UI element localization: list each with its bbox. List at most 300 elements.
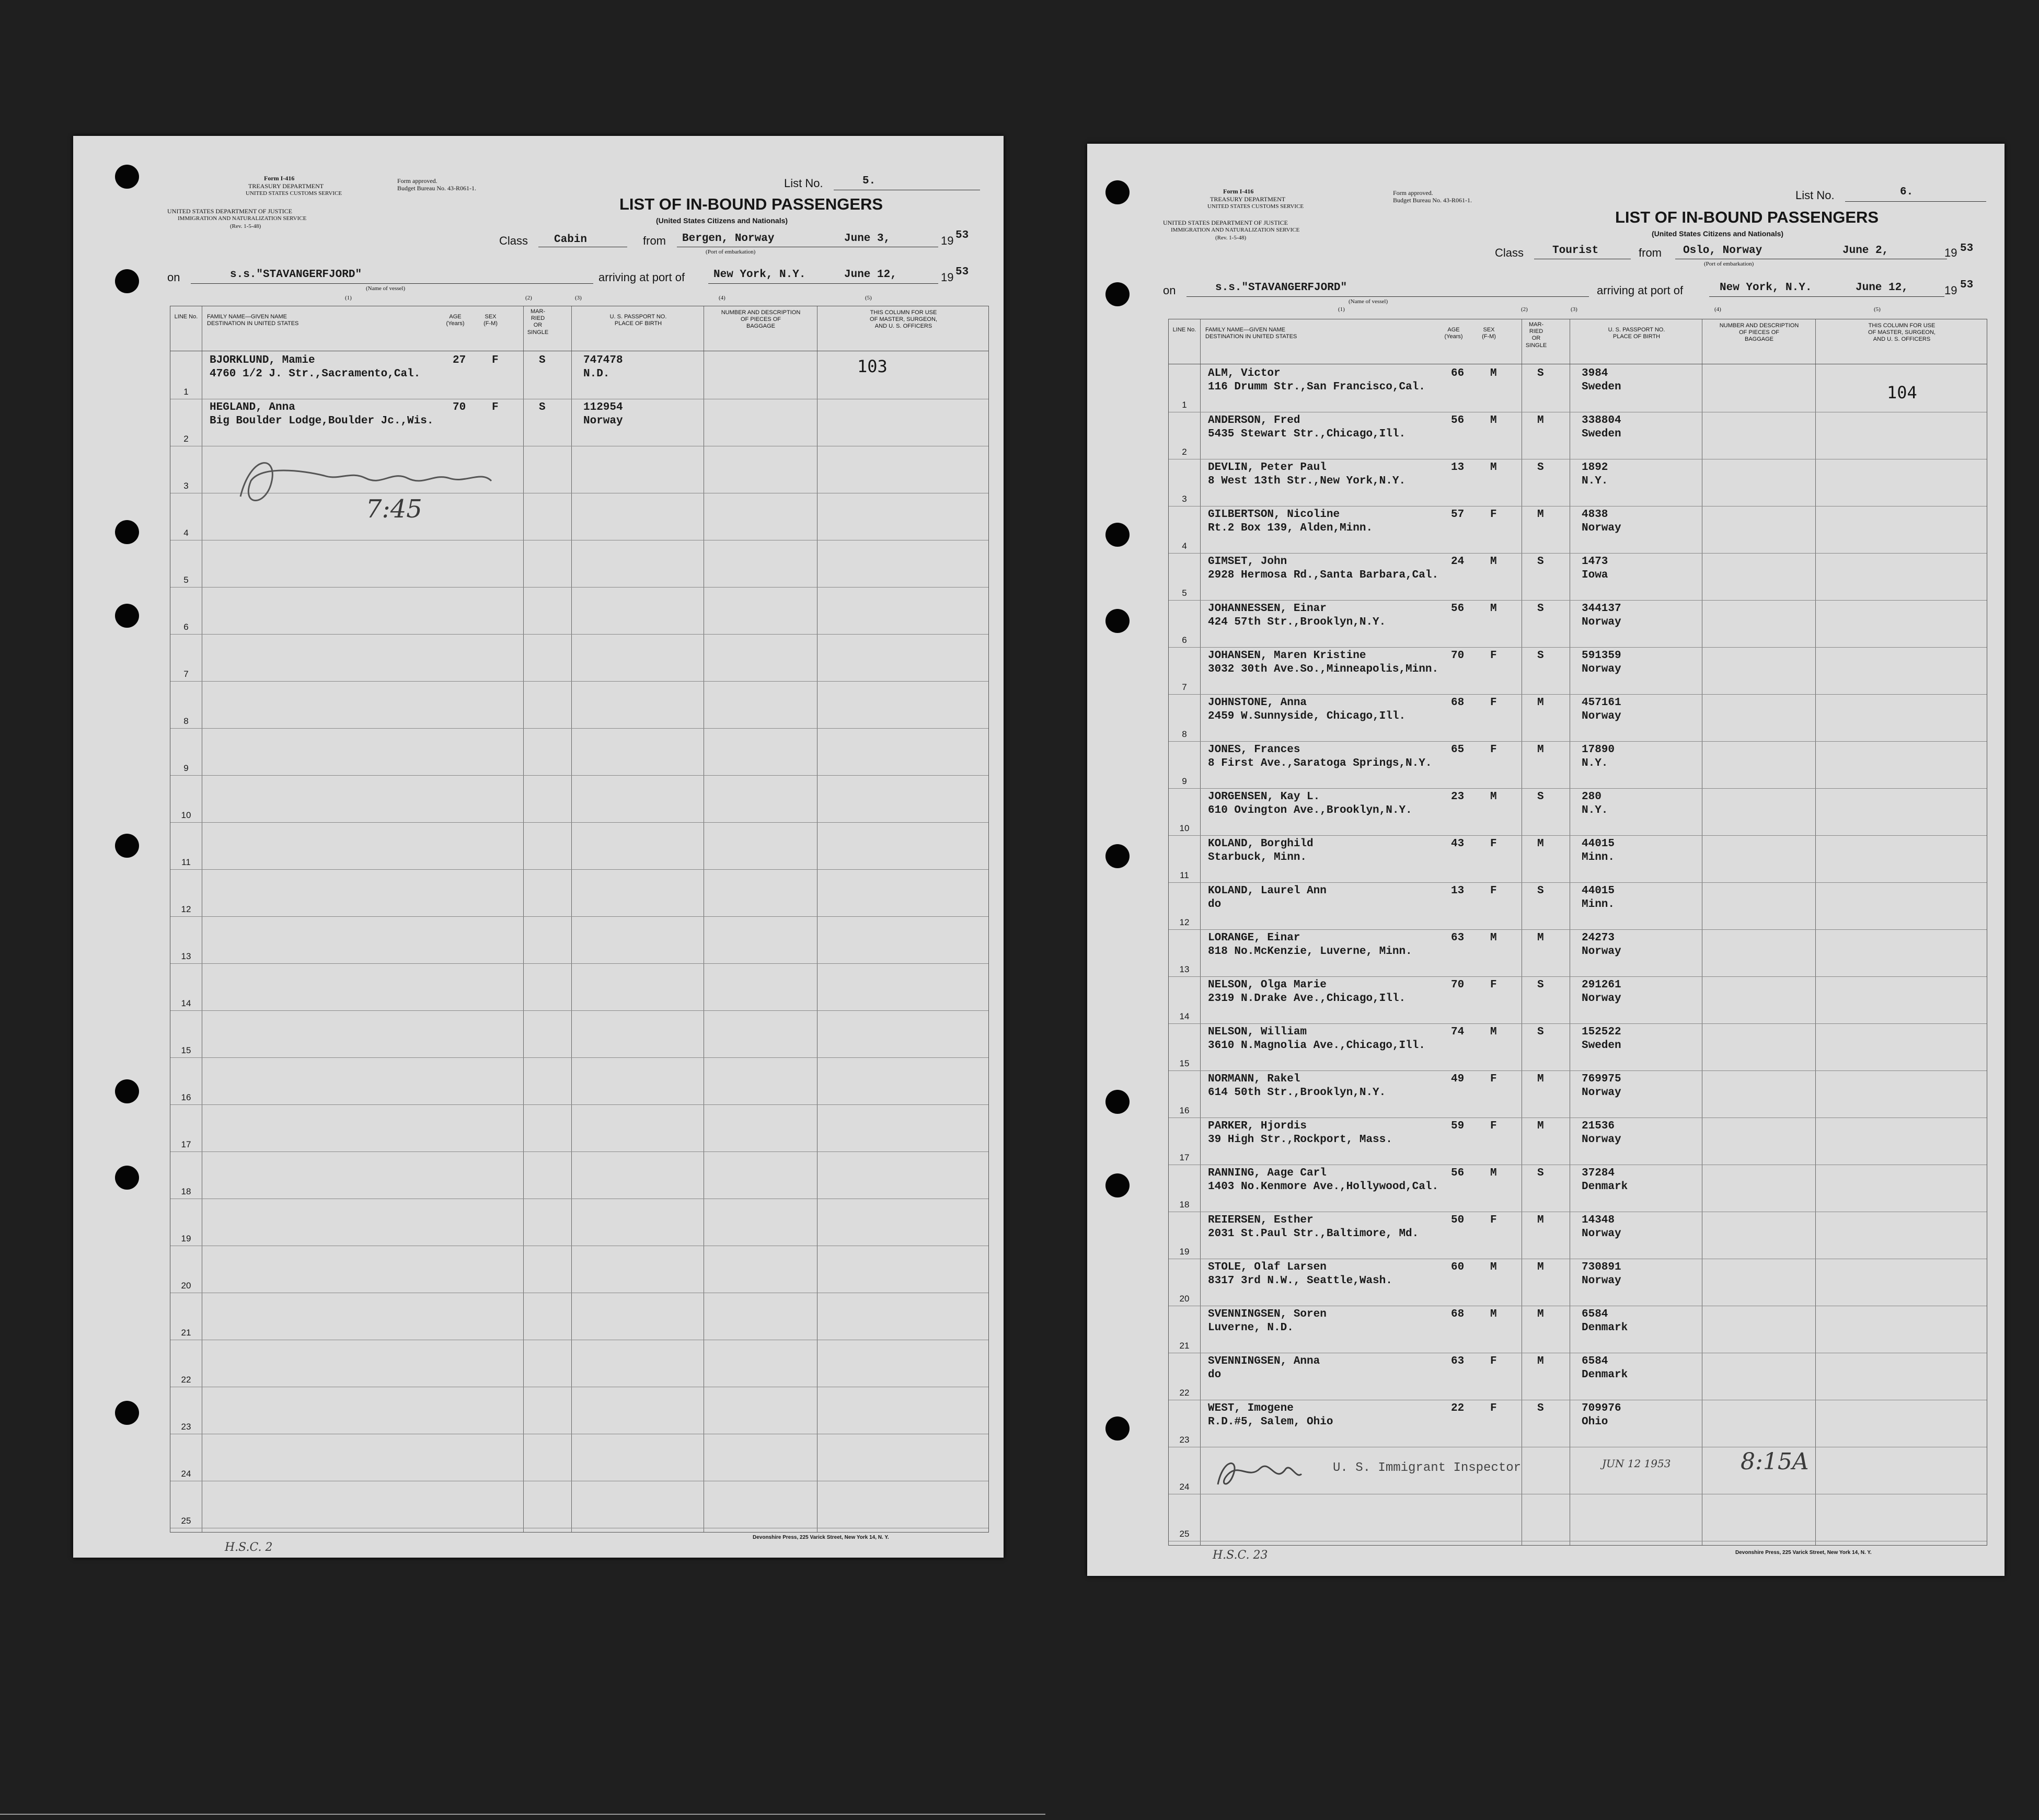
handwritten-time: 8:15A [1741, 1448, 1809, 1475]
marital-status: M [1537, 414, 1544, 427]
col-number-3: (3) [575, 295, 582, 301]
passenger-age: 68 [1451, 697, 1465, 709]
passport-number: 44015 [1582, 885, 1615, 897]
table-row [170, 1481, 988, 1528]
passenger-age: 59 [1451, 1120, 1465, 1132]
passenger-name: DEVLIN, Peter Paul [1208, 462, 1327, 474]
line-number: 25 [181, 1516, 191, 1526]
passenger-sex: M [1490, 556, 1497, 568]
col-header-married: MAR- RIED OR SINGLE [527, 308, 549, 336]
from-date: June 2, [1842, 245, 1889, 257]
passenger-sex: M [1490, 462, 1497, 474]
passenger-destination: 5435 Stewart Str.,Chicago,Ill. [1208, 428, 1406, 440]
passenger-age: 56 [1451, 414, 1465, 427]
on-label: on [1163, 284, 1176, 297]
table-row [1169, 1071, 1987, 1118]
place-of-birth: Norway [1582, 993, 1621, 1005]
embark-caption: (Port of embarkation) [1704, 261, 1754, 267]
passenger-sex: F [1490, 885, 1497, 897]
passenger-destination: 8 West 13th Str.,New York,N.Y. [1208, 475, 1406, 487]
table-row [1169, 1306, 1987, 1353]
justice-dept: UNITED STATES DEPARTMENT OF JUSTICE [167, 208, 293, 215]
class-value: Cabin [554, 234, 587, 246]
marital-status: S [1537, 556, 1544, 568]
list-no-value: 5. [862, 175, 876, 187]
line-number: 7 [1182, 682, 1187, 692]
form-title: LIST OF IN-BOUND PASSENGERS [619, 195, 883, 213]
line-number: 12 [1179, 917, 1190, 927]
passport-number: 1473 [1582, 556, 1608, 568]
table-row [1169, 930, 1987, 977]
marital-status: S [1537, 1167, 1544, 1179]
passenger-destination: 2459 W.Sunnyside, Chicago,Ill. [1208, 710, 1406, 722]
form-number: Form I-416 [264, 175, 295, 182]
place-of-birth: N.Y. [1582, 804, 1608, 816]
form-header [1087, 144, 2005, 311]
marital-status: M [1537, 838, 1544, 850]
marital-status: M [1537, 1214, 1544, 1226]
year-prefix: 19 [1944, 246, 1957, 259]
from-port: Bergen, Norway [682, 233, 775, 245]
binder-hole [115, 604, 139, 628]
table-row [1169, 742, 1987, 789]
line-number: 19 [181, 1234, 191, 1243]
list-no-line [1845, 201, 1986, 202]
table-row [1169, 412, 1987, 459]
passenger-age: 60 [1451, 1261, 1465, 1273]
passenger-name: GIMSET, John [1208, 556, 1287, 568]
table-row [170, 1105, 988, 1152]
col-header-line: LINE No. [174, 314, 198, 320]
arrival-date: June 12, [844, 269, 897, 281]
line-number: 6 [1182, 635, 1187, 645]
passenger-age: 56 [1451, 603, 1465, 615]
line-number: 10 [1179, 823, 1190, 833]
from-port: Oslo, Norway [1683, 245, 1762, 257]
officer-number: 104 [1887, 383, 1917, 402]
arrival-port: New York, N.Y. [1720, 282, 1812, 294]
passenger-age: 27 [453, 354, 466, 366]
table-row [170, 1246, 988, 1293]
place-of-birth: N.D. [583, 368, 610, 380]
passport-number: 709976 [1582, 1402, 1621, 1414]
vessel-name: s.s."STAVANGERFJORD" [1215, 282, 1347, 294]
passport-number: 6584 [1582, 1355, 1608, 1367]
passenger-destination: 4760 1/2 J. Str.,Sacramento,Cal. [210, 368, 421, 380]
table-row [170, 1152, 988, 1199]
line-number: 17 [1179, 1153, 1190, 1162]
table-row [170, 823, 988, 870]
table-row [170, 1434, 988, 1481]
passport-number: 457161 [1582, 697, 1621, 709]
binder-hole [115, 1401, 139, 1425]
list-no-label: List No. [1795, 189, 1835, 202]
binder-hole [115, 165, 139, 189]
marital-status: S [1537, 603, 1544, 615]
passenger-age: 70 [453, 401, 466, 413]
ins-service: IMMIGRATION AND NATURALIZATION SERVICE [178, 215, 307, 222]
line-number: 3 [183, 481, 189, 491]
marital-status: S [1537, 979, 1544, 991]
passenger-destination: Rt.2 Box 139, Alden,Minn. [1208, 522, 1373, 534]
place-of-birth: Norway [1582, 1087, 1621, 1099]
place-of-birth: Norway [1582, 663, 1621, 675]
line-number: 11 [1180, 870, 1189, 880]
table-row [1169, 506, 1987, 554]
vessel-caption: (Name of vessel) [366, 285, 406, 292]
passenger-age: 63 [1451, 932, 1465, 944]
table-row [1169, 1494, 1987, 1541]
passenger-destination: 424 57th Str.,Brooklyn,N.Y. [1208, 616, 1386, 628]
col-number-1: (1) [1338, 306, 1345, 313]
marital-status: M [1537, 697, 1544, 709]
passenger-name: JOHANSEN, Maren Kristine [1208, 650, 1366, 662]
list-no-value: 6. [1900, 186, 1914, 198]
passport-number: 769975 [1582, 1073, 1621, 1085]
passport-number: 338804 [1582, 414, 1621, 427]
passenger-name: HEGLAND, Anna [210, 401, 295, 413]
col-header-officers: THIS COLUMN FOR USE OF MASTER, SURGEON, AND U. S. OFFICERS [870, 309, 937, 330]
passenger-age: 57 [1451, 509, 1465, 521]
table-row [170, 682, 988, 729]
binder-hole [1105, 282, 1130, 306]
passport-number: 24273 [1582, 932, 1615, 944]
manifest-table [1168, 319, 1987, 1546]
table-row [1169, 554, 1987, 601]
marital-status: M [1537, 744, 1544, 756]
table-row [1169, 1165, 1987, 1212]
table-row [1169, 1118, 1987, 1165]
line-number: 15 [181, 1045, 191, 1055]
class-label: Class [499, 234, 528, 247]
vessel-name: s.s."STAVANGERFJORD" [230, 269, 362, 281]
line-number: 11 [181, 857, 191, 867]
arrival-year-value: 53 [1960, 279, 1974, 291]
passenger-age: 66 [1451, 367, 1465, 379]
passport-number: 21536 [1582, 1120, 1615, 1132]
form-subtitle: (United States Citizens and Nationals) [1652, 229, 1784, 238]
table-row [170, 964, 988, 1011]
table-row [1169, 365, 1987, 412]
form-number: Form I-416 [1223, 188, 1254, 195]
printer-footer: Devonshire Press, 225 Varick Street, New York 14, N. Y. [1735, 1550, 1872, 1556]
passenger-name: REIERSEN, Esther [1208, 1214, 1314, 1226]
form-approved: Form approved. [1393, 189, 1433, 197]
passenger-sex: F [492, 354, 499, 366]
place-of-birth: Norway [1582, 946, 1621, 958]
form-title: LIST OF IN-BOUND PASSENGERS [1615, 208, 1879, 226]
marital-status: S [1537, 462, 1544, 474]
line-number: 5 [1182, 588, 1187, 598]
passenger-destination: 8317 3rd N.W., Seattle,Wash. [1208, 1275, 1392, 1287]
table-row [1169, 601, 1987, 648]
binder-hole [115, 269, 139, 293]
table-row [170, 917, 988, 964]
passenger-sex: M [1490, 367, 1497, 379]
marital-status: S [539, 401, 546, 413]
passenger-age: 23 [1451, 791, 1465, 803]
arriving-label: arriving at port of [1597, 284, 1684, 297]
year-value: 53 [955, 229, 969, 241]
binder-hole [115, 1166, 139, 1190]
passport-number: 3984 [1582, 367, 1608, 379]
marital-status: S [1537, 1026, 1544, 1038]
passenger-destination: Luverne, N.D. [1208, 1322, 1294, 1334]
line-number: 14 [1179, 1011, 1190, 1021]
passport-number: 6584 [1582, 1308, 1608, 1320]
table-row [1169, 459, 1987, 506]
form-revision: (Rev. 1-5-48) [230, 223, 261, 229]
line-number: 12 [181, 904, 191, 914]
passport-number: 14348 [1582, 1214, 1615, 1226]
justice-dept: UNITED STATES DEPARTMENT OF JUSTICE [1163, 219, 1288, 226]
binder-hole [1105, 523, 1130, 547]
col-header-passport: U. S. PASSPORT NO. PLACE OF BIRTH [609, 314, 667, 327]
form-header [73, 136, 1004, 303]
passport-number: 730891 [1582, 1261, 1621, 1273]
marital-status: S [1537, 1402, 1544, 1414]
passenger-name: SVENNINGSEN, Soren [1208, 1308, 1327, 1320]
line-number: 4 [183, 528, 189, 538]
binder-hole [1105, 1090, 1130, 1114]
table-row [170, 1340, 988, 1387]
line-number: 23 [181, 1422, 191, 1432]
passenger-name: PARKER, Hjordis [1208, 1120, 1307, 1132]
table-row [1169, 1259, 1987, 1306]
line-number: 8 [183, 716, 189, 726]
inspector-stamp: U. S. Immigrant Inspector [1333, 1461, 1522, 1475]
passenger-destination: 1403 No.Kenmore Ave.,Hollywood,Cal. [1208, 1181, 1439, 1193]
col-header-baggage: NUMBER AND DESCRIPTION OF PIECES OF BAGGAGE [1719, 322, 1799, 343]
passenger-age: 65 [1451, 744, 1465, 756]
passenger-destination: 39 High Str.,Rockport, Mass. [1208, 1134, 1392, 1146]
passenger-sex: M [1490, 1026, 1497, 1038]
col-header-line: LINE No. [1172, 327, 1196, 333]
passenger-age: 70 [1451, 650, 1465, 662]
passenger-destination: 3610 N.Magnolia Ave.,Chicago,Ill. [1208, 1040, 1425, 1052]
col-number-5: (5) [865, 295, 872, 301]
place-of-birth: Minn. [1582, 899, 1615, 911]
scan-edge-line [0, 1814, 1045, 1815]
arrival-year-prefix: 19 [1944, 284, 1957, 297]
handwritten-time: 7:45 [366, 494, 422, 524]
passenger-destination: 614 50th Str.,Brooklyn,N.Y. [1208, 1087, 1386, 1099]
passenger-sex: M [1490, 414, 1497, 427]
marital-status: M [1537, 1355, 1544, 1367]
passenger-destination: 2031 St.Paul Str.,Baltimore, Md. [1208, 1228, 1419, 1240]
passenger-sex: F [1490, 1355, 1497, 1367]
passenger-sex: F [492, 401, 499, 413]
line-number: 9 [183, 763, 189, 773]
passenger-name: NORMANN, Rakel [1208, 1073, 1300, 1085]
vessel-line [191, 283, 593, 284]
line-number: 20 [1179, 1294, 1190, 1304]
passport-number: 37284 [1582, 1167, 1615, 1179]
passenger-destination: 3032 30th Ave.So.,Minneapolis,Minn. [1208, 663, 1439, 675]
line-number: 2 [1182, 447, 1187, 457]
list-no-label: List No. [784, 177, 823, 190]
passport-number: 112954 [583, 401, 623, 413]
table-row [170, 1058, 988, 1105]
place-of-birth: N.Y. [1582, 757, 1608, 769]
place-of-birth: Ohio [1582, 1416, 1608, 1428]
inspector-signature-icon [1207, 1453, 1312, 1500]
passenger-sex: F [1490, 838, 1497, 850]
passenger-name: JOHANNESSEN, Einar [1208, 603, 1327, 615]
line-number: 19 [1179, 1247, 1190, 1257]
table-row [170, 1011, 988, 1058]
from-date: June 3, [844, 233, 891, 245]
line-number: 5 [183, 575, 189, 585]
passenger-destination: Starbuck, Minn. [1208, 851, 1307, 863]
passenger-age: 56 [1451, 1167, 1465, 1179]
place-of-birth: Norway [1582, 710, 1621, 722]
form-approved: Form approved. [397, 177, 437, 185]
passport-number: 344137 [1582, 603, 1621, 615]
passport-number: 152522 [1582, 1026, 1621, 1038]
table-row [1169, 1353, 1987, 1400]
passenger-sex: M [1490, 603, 1497, 615]
passport-number: 591359 [1582, 650, 1621, 662]
passport-number: 17890 [1582, 744, 1615, 756]
place-of-birth: Minn. [1582, 851, 1615, 863]
place-of-birth: Sweden [1582, 428, 1621, 440]
passenger-sex: F [1490, 509, 1497, 521]
marital-status: S [1537, 791, 1544, 803]
binder-hole [1105, 1416, 1130, 1441]
passenger-name: JORGENSEN, Kay L. [1208, 791, 1320, 803]
marital-status: M [1537, 1261, 1544, 1273]
date-stamp: JUN 12 1953 [1602, 1457, 1671, 1470]
passenger-name: STOLE, Olaf Larsen [1208, 1261, 1327, 1273]
passenger-age: 24 [1451, 556, 1465, 568]
arrival-year-prefix: 19 [941, 271, 954, 284]
passenger-sex: F [1490, 1402, 1497, 1414]
passenger-age: 13 [1451, 885, 1465, 897]
marital-status: S [539, 354, 546, 366]
passenger-name: GILBERTSON, Nicoline [1208, 509, 1340, 521]
margin-note: H.S.C. 2 [225, 1541, 273, 1554]
col-header-age: AGE (Years) [446, 314, 465, 327]
passenger-destination: 8 First Ave.,Saratoga Springs,N.Y. [1208, 757, 1432, 769]
handwritten-signature-icon [220, 450, 638, 517]
table-row [170, 540, 988, 588]
passenger-destination: do [1208, 899, 1222, 911]
passenger-name: ALM, Victor [1208, 367, 1281, 379]
year-value: 53 [1960, 243, 1974, 255]
class-value: Tourist [1552, 245, 1599, 257]
passenger-sex: F [1490, 650, 1497, 662]
passenger-name: ANDERSON, Fred [1208, 414, 1300, 427]
place-of-birth: Denmark [1582, 1322, 1628, 1334]
passenger-age: 70 [1451, 979, 1465, 991]
binder-hole [1105, 609, 1130, 633]
passenger-name: NELSON, William [1208, 1026, 1307, 1038]
col-header-sex: SEX (F-M) [1482, 327, 1496, 340]
printer-footer: Devonshire Press, 225 Varick Street, New York 14, N. Y. [753, 1535, 889, 1540]
line-number: 9 [1182, 776, 1187, 786]
passenger-sex: F [1490, 697, 1497, 709]
marital-status: M [1537, 1308, 1544, 1320]
customs-service: UNITED STATES CUSTOMS SERVICE [246, 190, 342, 197]
margin-note: H.S.C. 23 [1213, 1549, 1268, 1562]
place-of-birth: Sweden [1582, 1040, 1621, 1052]
place-of-birth: Denmark [1582, 1369, 1628, 1381]
line-number: 2 [183, 434, 189, 444]
table-row [1169, 977, 1987, 1024]
passenger-sex: M [1490, 932, 1497, 944]
col-number-2: (2) [1521, 306, 1528, 313]
line-number: 24 [1179, 1482, 1190, 1492]
passenger-sex: M [1490, 1308, 1497, 1320]
passenger-sex: M [1490, 1167, 1497, 1179]
table-row [1169, 695, 1987, 742]
arriving-label: arriving at port of [598, 271, 685, 284]
passenger-destination: 818 No.McKenzie, Luverne, Minn. [1208, 946, 1412, 958]
place-of-birth: Norway [1582, 616, 1621, 628]
col-header-name: FAMILY NAME—GIVEN NAME DESTINATION IN UNITED STATES [1205, 327, 1297, 340]
line-number: 1 [1182, 400, 1187, 410]
line-number: 16 [1179, 1105, 1190, 1115]
col-number-4: (4) [1714, 306, 1721, 313]
line-number: 20 [181, 1281, 191, 1291]
line-number: 17 [181, 1139, 191, 1149]
year-prefix: 19 [941, 234, 954, 247]
place-of-birth: Norway [1582, 1275, 1621, 1287]
place-of-birth: Sweden [1582, 381, 1621, 393]
line-number: 18 [181, 1187, 191, 1196]
col-header-sex: SEX (F-M) [483, 314, 498, 327]
binder-hole [115, 834, 139, 858]
vessel-caption: (Name of vessel) [1349, 298, 1388, 305]
place-of-birth: Denmark [1582, 1181, 1628, 1193]
table-row [1169, 883, 1987, 930]
marital-status: S [1537, 885, 1544, 897]
passenger-age: 13 [1451, 462, 1465, 474]
passenger-age: 74 [1451, 1026, 1465, 1038]
binder-hole [1105, 844, 1130, 868]
line-number: 21 [1179, 1341, 1190, 1351]
table-row [170, 1293, 988, 1340]
col-header-officers: THIS COLUMN FOR USE OF MASTER, SURGEON, AND U. S. OFFICERS [1868, 322, 1936, 343]
line-number: 22 [181, 1375, 191, 1385]
binder-hole [1105, 1173, 1130, 1197]
line-number: 23 [1179, 1435, 1190, 1445]
col-header-married: MAR- RIED OR SINGLE [1525, 321, 1547, 349]
passport-number: 291261 [1582, 979, 1621, 991]
line-number: 18 [1179, 1200, 1190, 1210]
passenger-name: SVENNINGSEN, Anna [1208, 1355, 1320, 1367]
passenger-name: JOHNSTONE, Anna [1208, 697, 1307, 709]
passenger-destination: 116 Drumm Str.,San Francisco,Cal. [1208, 381, 1425, 393]
passport-number: 4838 [1582, 509, 1608, 521]
table-row [1169, 1024, 1987, 1071]
passenger-name: LORANGE, Einar [1208, 932, 1300, 944]
line-number: 4 [1182, 541, 1187, 551]
place-of-birth: Norway [1582, 522, 1621, 534]
passport-number: 1892 [1582, 462, 1608, 474]
customs-service: UNITED STATES CUSTOMS SERVICE [1207, 203, 1304, 210]
passenger-sex: F [1490, 1073, 1497, 1085]
passenger-age: 50 [1451, 1214, 1465, 1226]
marital-status: M [1537, 932, 1544, 944]
passenger-name: KOLAND, Laurel Ann [1208, 885, 1327, 897]
col-number-5: (5) [1874, 306, 1881, 313]
on-label: on [167, 271, 180, 284]
passenger-name: WEST, Imogene [1208, 1402, 1294, 1414]
table-row [170, 635, 988, 682]
passenger-sex: F [1490, 744, 1497, 756]
